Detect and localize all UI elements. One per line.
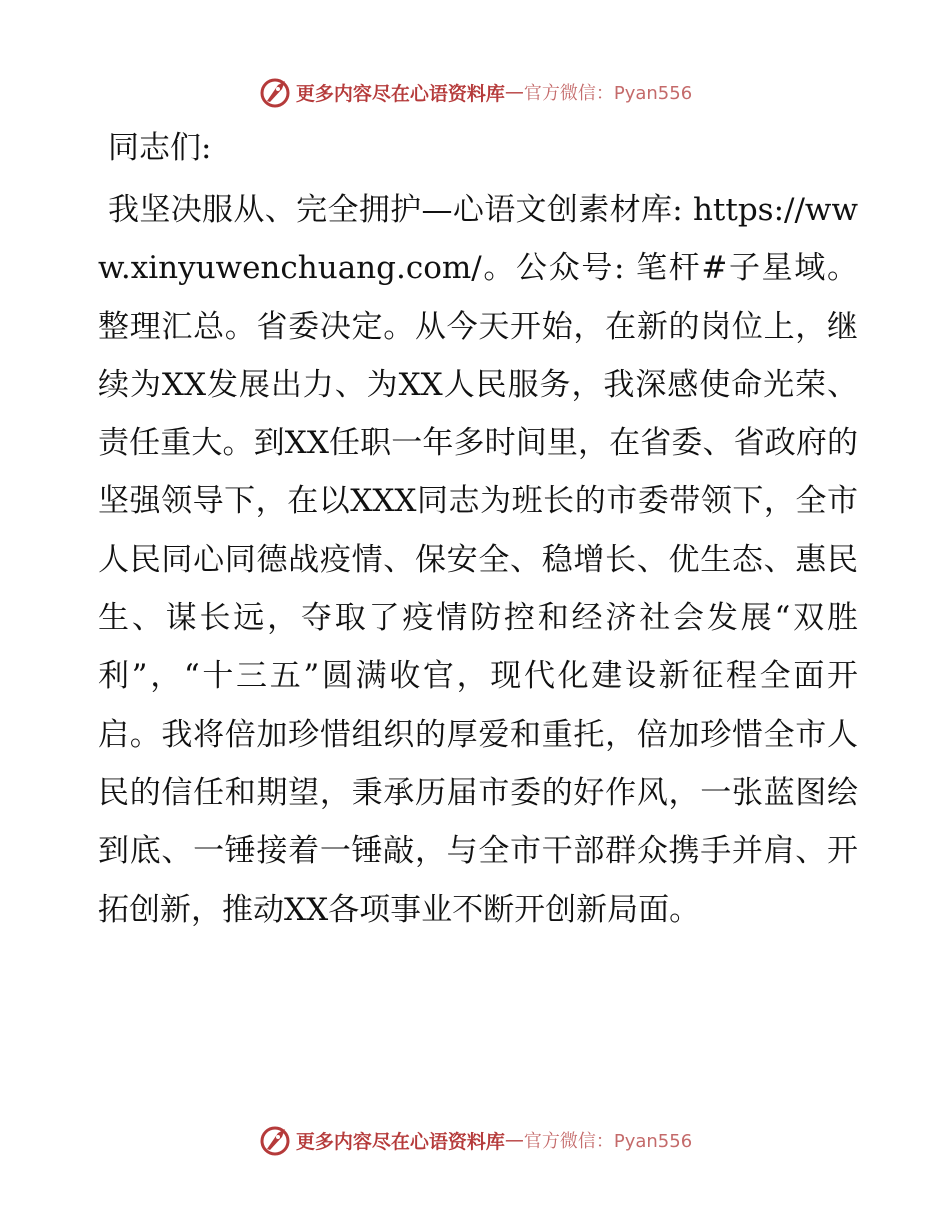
banner-dash: — (504, 81, 524, 103)
footer-banner (0, 1120, 950, 1160)
banner-wechat-text: 官方微信：Pyan556 (523, 83, 693, 104)
banner-dash: — (504, 1129, 524, 1151)
body-paragraph: 我坚决服从、完全拥护—心语文创素材库: https://www.xinyuwenchuang.com/。公众号: 笔杆#子星域。整理汇总。省委决定。从今天开始，在新的岗位上，继续为XX发展出力、为XX人民服务，我深感使命光荣、责任重大。到XX任职一年多时间里，在省委、省政府的坚强领导下，在以XXX同志为班长的市委带领下，全市人民同心同德战疫情、保安全、稳增长、优生态、惠民生、谋长远，夺取了疫情防控和经济社会发展“双胜利”，“十三五”圆满收官，现代化建设新征程全面开启。我将倍加珍惜组织的厚爱和重托，倍加珍惜全市人民的信任和期望，秉承历届市委的好作风，一张蓝图绘到底、一锤接着一锤敲，与全市干部群众携手并肩、开拓创新，推动XX各项事业不断开创新局面。 (98, 192, 858, 928)
banner-main-text: 更多内容尽在心语资料库 (295, 82, 505, 105)
banner-wechat-text: 官方微信：Pyan556 (523, 1131, 693, 1152)
banner-main-text: 更多内容尽在心语资料库 (295, 1130, 505, 1153)
salutation: 同志们: (108, 130, 212, 166)
pen-nib-logo-icon (258, 1123, 292, 1157)
document-body (98, 120, 858, 939)
header-banner (0, 72, 950, 112)
pen-nib-logo-icon (258, 75, 292, 109)
